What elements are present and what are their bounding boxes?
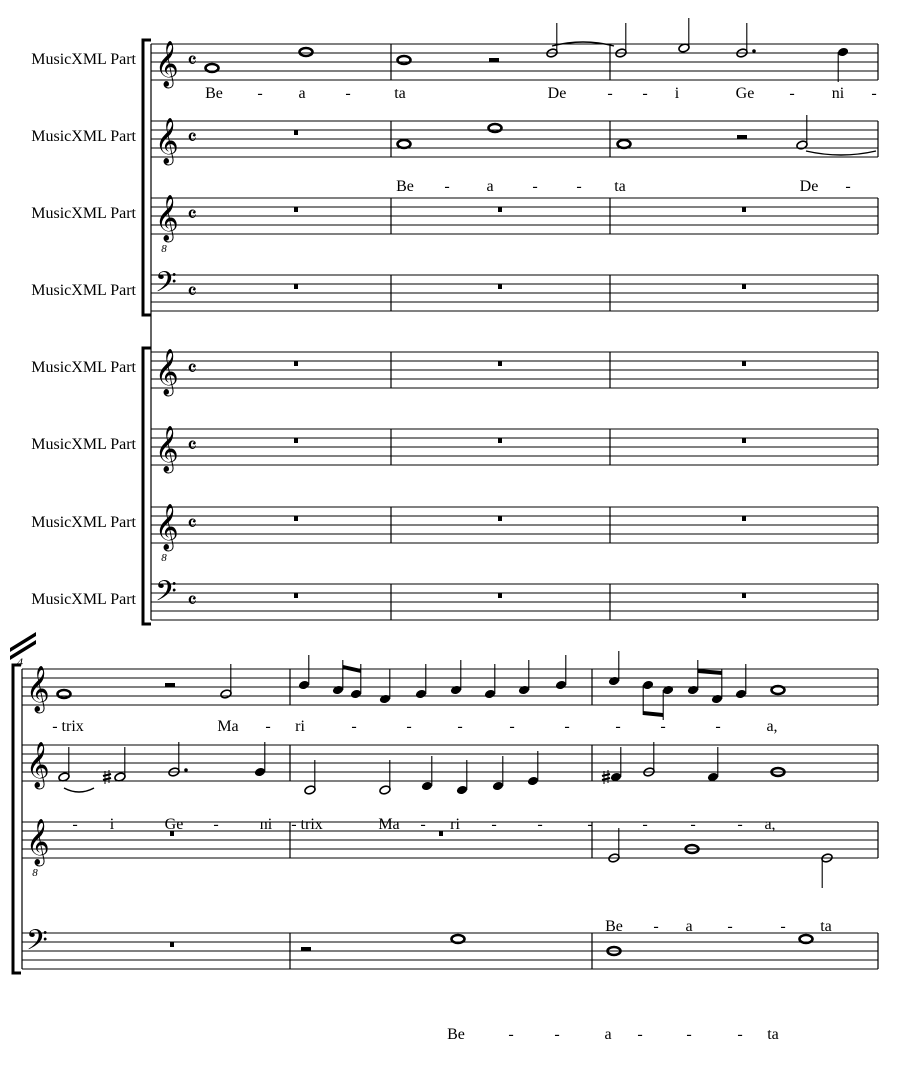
cut-time-symbol: 𝄴: [187, 279, 197, 304]
lyric-syllable: -: [715, 718, 721, 735]
bass-clef-icon: 𝄢: [155, 268, 177, 305]
half-note: [379, 785, 391, 795]
measure-rest: [439, 831, 443, 836]
lyric-syllable: -: [509, 718, 515, 735]
lyric-syllable: ta: [394, 85, 406, 102]
lyric-syllable: -: [789, 85, 795, 102]
whole-note: [206, 64, 219, 72]
octave-8-mark: 8: [161, 243, 167, 255]
part-name-label: MusicXML Part: [31, 282, 136, 299]
treble-clef-icon: 𝄞: [155, 41, 179, 86]
half-rest: [489, 58, 499, 62]
lyric-syllable: a: [604, 1026, 612, 1043]
measure-rest: [498, 207, 502, 212]
tie: [64, 788, 94, 792]
lyric-syllable: a: [486, 178, 494, 195]
lyric-syllable: ta: [820, 918, 832, 935]
measure-rest: [742, 207, 746, 212]
lyric-syllable: ni: [831, 85, 845, 102]
group-bracket: [13, 665, 21, 973]
part-name-label: MusicXML Part: [31, 591, 136, 608]
lyric-syllable: a,: [764, 816, 776, 833]
lyric-syllable: ta: [614, 178, 626, 195]
lyric-syllable: -: [491, 816, 497, 833]
lyric-syllable: Be: [205, 85, 223, 102]
beam: [698, 669, 722, 675]
part-name-label: MusicXML Part: [31, 128, 136, 145]
lyric-syllable: a: [685, 918, 693, 935]
treble-clef-icon: 𝄞: [155, 349, 179, 394]
measure-rest: [742, 284, 746, 289]
measure-rest: [294, 130, 298, 135]
lyric-syllable: -: [351, 718, 357, 735]
half-rest: [737, 135, 747, 139]
treble-clef-icon: 𝄞: [26, 819, 50, 864]
lyric-syllable: Be: [605, 918, 623, 935]
cut-time-symbol: 𝄴: [187, 48, 197, 73]
lyric-syllable: -: [642, 85, 648, 102]
lyric-syllable: -: [727, 918, 733, 935]
lyric-syllable: Be: [447, 1026, 465, 1043]
cut-time-symbol: 𝄴: [187, 125, 197, 150]
whole-note: [772, 686, 785, 694]
cut-time-symbol: 𝄴: [187, 511, 197, 536]
lyric-syllable: Be: [396, 178, 414, 195]
lyric-syllable: i: [674, 85, 680, 102]
lyric-syllable: De: [799, 178, 819, 195]
cut-time-symbol: 𝄴: [187, 588, 197, 613]
lyric-syllable: -: [780, 918, 786, 935]
lyric-syllable: -: [537, 816, 543, 833]
part-name-label: MusicXML Part: [31, 514, 136, 531]
cut-time-symbol: 𝄴: [187, 433, 197, 458]
half-rest: [301, 947, 311, 951]
bass-clef-icon: 𝄢: [26, 926, 48, 963]
measure-rest: [498, 516, 502, 521]
lyric-syllable: -: [457, 718, 463, 735]
lyric-syllable: ni: [259, 816, 273, 833]
lyric-syllable: -: [554, 1026, 560, 1043]
part-name-label: MusicXML Part: [31, 51, 136, 68]
beam: [343, 665, 361, 673]
treble-clef-icon: 𝄞: [26, 666, 50, 711]
measure-rest: [742, 516, 746, 521]
lyric-syllable: -: [737, 816, 743, 833]
lyric-syllable: -: [257, 85, 263, 102]
part-name-label: MusicXML Part: [31, 436, 136, 453]
measure-rest: [294, 593, 298, 598]
system-break-mark: [10, 632, 36, 660]
measure-rest: [294, 516, 298, 521]
whole-note: [300, 48, 313, 56]
octave-8-mark: 8: [161, 552, 167, 564]
treble-clef-icon: 𝄞: [155, 504, 179, 549]
octave-8-mark: 8: [32, 867, 38, 879]
lyric-syllable: -: [406, 718, 412, 735]
lyric-syllable: De: [547, 85, 567, 102]
measure-rest: [294, 284, 298, 289]
beam: [643, 711, 663, 717]
whole-note: [800, 935, 813, 943]
treble-clef-icon: 𝄞: [155, 118, 179, 163]
lyric-syllable: -: [265, 718, 271, 735]
lyric-syllable: -: [420, 816, 426, 833]
half-note: [796, 140, 808, 150]
lyric-syllable: -: [564, 718, 570, 735]
measure-rest: [742, 593, 746, 598]
half-note: [220, 689, 232, 699]
lyric-syllable: Ge: [735, 85, 755, 102]
whole-note: [489, 124, 502, 132]
lyric-syllable: Ma: [217, 718, 239, 735]
treble-clef-icon: 𝄞: [155, 195, 179, 240]
lyric-syllable: Ge: [164, 816, 184, 833]
lyric-syllable: -: [737, 1026, 743, 1043]
lyric-syllable: -: [615, 718, 621, 735]
lyric-syllable: -: [532, 178, 538, 195]
measure-rest: [294, 207, 298, 212]
lyric-syllable: ri: [295, 718, 305, 735]
lyric-syllable: ta: [767, 1026, 779, 1043]
lyric-syllable: -: [642, 816, 648, 833]
measure-rest: [498, 438, 502, 443]
whole-note: [398, 56, 411, 64]
lyric-syllable: -: [690, 816, 696, 833]
lyric-syllable: -: [508, 1026, 514, 1043]
half-note: [304, 785, 316, 795]
lyric-syllable: -: [72, 816, 78, 833]
bass-clef-icon: 𝄢: [155, 577, 177, 614]
lyric-syllable: i: [109, 816, 115, 833]
lyric-syllable: a,: [766, 718, 778, 735]
treble-clef-icon: 𝄞: [155, 426, 179, 471]
augmentation-dot: [752, 49, 756, 53]
lyric-syllable: -: [845, 178, 851, 195]
lyric-syllable: a: [298, 85, 306, 102]
lyric-syllable: -: [660, 718, 666, 735]
part-name-label: MusicXML Part: [31, 205, 136, 222]
measure-rest: [498, 361, 502, 366]
measure-rest: [498, 284, 502, 289]
lyric-syllable: -: [607, 85, 613, 102]
measure-rest: [742, 438, 746, 443]
lyric-syllable: -: [345, 85, 351, 102]
lyric-syllable: -: [637, 1026, 643, 1043]
whole-note: [398, 140, 411, 148]
tie: [806, 151, 876, 155]
whole-note: [452, 935, 465, 943]
measure-number: 4: [17, 655, 23, 669]
lyric-syllable: - trix: [291, 816, 323, 833]
lyric-syllable: ri: [450, 816, 460, 833]
measure-rest: [742, 361, 746, 366]
measure-rest: [498, 593, 502, 598]
lyric-syllable: -: [213, 816, 219, 833]
whole-note: [618, 140, 631, 148]
cut-time-symbol: 𝄴: [187, 202, 197, 227]
part-name-label: MusicXML Part: [31, 359, 136, 376]
group-bracket: [143, 40, 151, 315]
treble-clef-icon: 𝄞: [26, 742, 50, 787]
measure-rest: [294, 438, 298, 443]
whole-note: [58, 690, 71, 698]
half-rest: [165, 683, 175, 687]
lyric-syllable: -: [653, 918, 659, 935]
lyric-syllable: -: [587, 816, 593, 833]
cut-time-symbol: 𝄴: [187, 356, 197, 381]
augmentation-dot: [184, 768, 188, 772]
measure-rest: [170, 942, 174, 947]
lyric-syllable: Ma: [378, 816, 400, 833]
lyric-syllable: - trix: [52, 718, 84, 735]
lyric-syllable: -: [686, 1026, 692, 1043]
lyric-syllable: -: [871, 85, 877, 102]
group-bracket: [143, 348, 151, 624]
lyric-syllable: -: [576, 178, 582, 195]
lyric-syllable: -: [444, 178, 450, 195]
measure-rest: [294, 361, 298, 366]
